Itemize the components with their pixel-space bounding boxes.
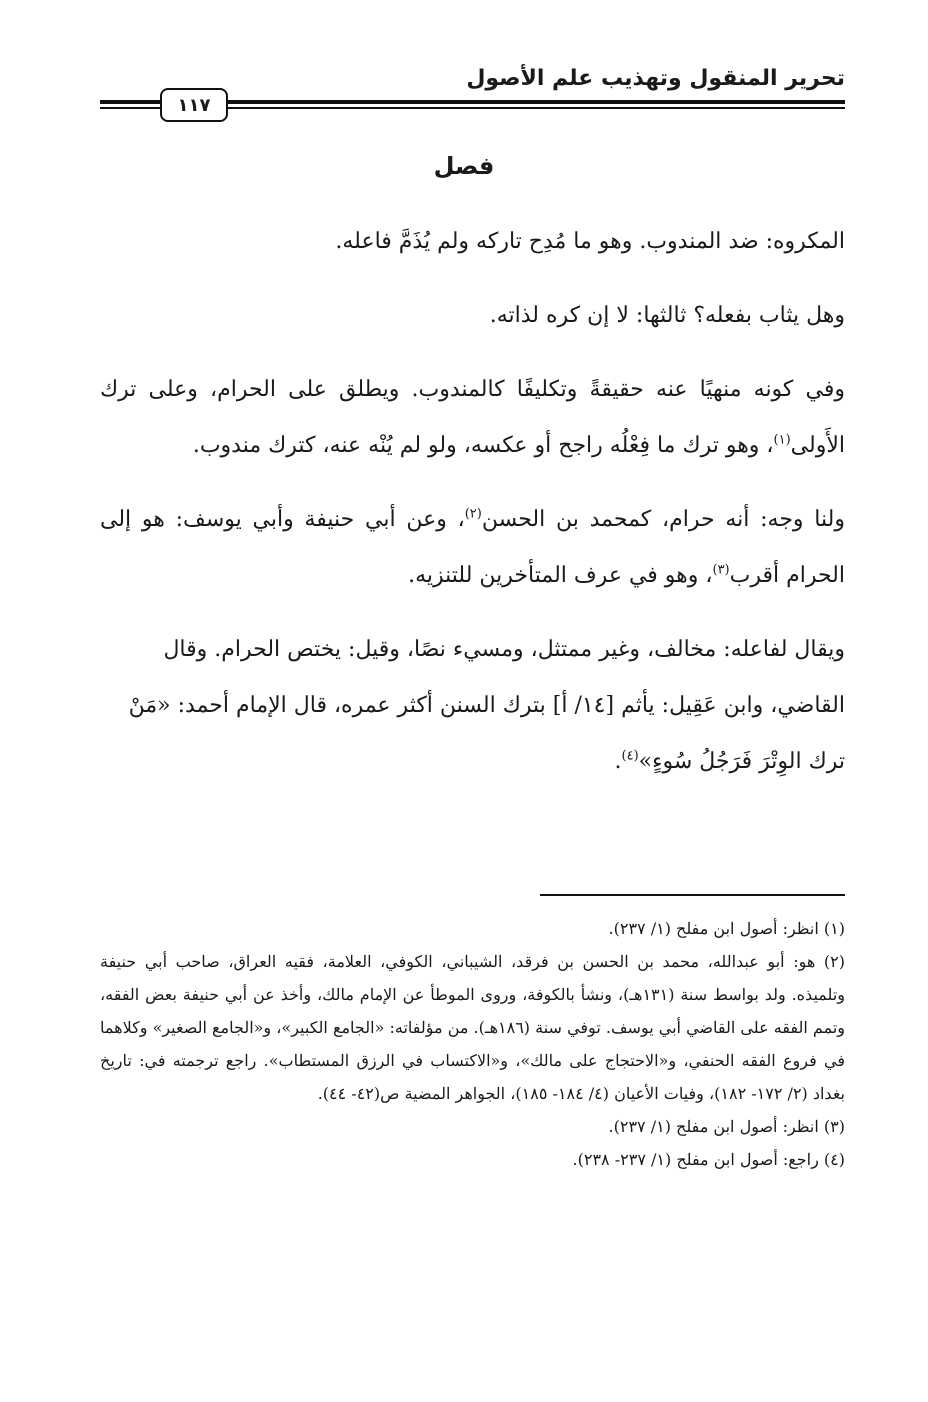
footnote-1: (١) انظر: أصول ابن مفلح (١/ ٢٣٧).	[608, 919, 845, 938]
footnote-separator	[540, 894, 845, 896]
paragraph-2-text: وهل يثاب بفعله؟ ثالثها: لا إن كره لذاته.	[489, 303, 845, 328]
footnote-3: (٣) انظر: أصول ابن مفلح (١/ ٢٣٧).	[608, 1117, 845, 1136]
footnote-ref-1[interactable]: (١)	[773, 432, 791, 448]
paragraph-5-text-b: .	[614, 749, 622, 774]
paragraph-3-text-a: وفي كونه منهيًا عنه حقيقةً وتكليفًا كالمندوب. ويطلق على الحرام، وعلى ترك الأَولى	[100, 377, 845, 458]
footnote-2: (٢) هو: أبو عبدالله، محمد بن الحسن بن فرقد، الشيباني، الكوفي، العلامة، فقيه العراق، صاحب أبي حنيفة وتلميذه. ولد بواسط سنة (١٣١هـ)، ونشأ بالكوفة، وروى الموطأ عن الإمام مالك، وأخذ عن أبي حنيفة بعض الفقه، وتمم الفقه على القاضي أبي يوسف. توفي سنة (١٨٦هـ). من مؤلفاته: «الجامع الكبير»، و«الجامع الصغير» وكلاهما في فروع الفقه الحنفي، و«الاحتجاج على مالك»، و«الاكتساب في الرزق المستطاب». راجع ترجمته في: تاريخ بغداد (٢/ ١٧٢- ١٨٢)، وفيات الأعيان (٤/ ١٨٤- ١٨٥)، الجواهر المضية ص(٤٢- ٤٤).	[100, 952, 845, 1103]
footnote-ref-2[interactable]: (٢)	[464, 506, 482, 522]
paragraph-3	[100, 362, 845, 474]
paragraph-4-text-a: ولنا وجه: أنه حرام، كمحمد بن الحسن	[481, 507, 845, 532]
paragraph-5-text-a: ويقال لفاعله: مخالف، وغير ممتثل، ومسيء نصًا، وقيل: يختص الحرام. وقال القاضي، وابن عَقِيل: يأثم [١٤/ أ] بترك السنن أكثر عمره، قال الإمام أحمد: «مَنْ ترك الوِتْرَ فَرَجُلُ سُوءٍ»	[128, 637, 845, 774]
section-title: فصل	[433, 152, 495, 180]
paragraph-4-text-c: ، وهو في عرف المتأخرين للتنزيه.	[408, 563, 713, 588]
page-number: ١١٧	[160, 88, 228, 122]
running-title: تحرير المنقول وتهذيب علم الأصول	[466, 66, 845, 91]
footnotes	[100, 912, 845, 1176]
paragraph-3-text-b: ، وهو ترك ما فِعْلُه راجح أو عكسه، ولو لم يُنْه عنه، كترك مندوب.	[192, 433, 774, 458]
footnote-4: (٤) راجع: أصول ابن مفلح (١/ ٢٣٧- ٢٣٨).	[572, 1150, 845, 1169]
paragraph-4-text-b: ، وعن أبي حنيفة وأبي يوسف: هو إلى الحرام أقرب	[100, 507, 845, 588]
page-header	[100, 52, 845, 124]
paragraph-1	[100, 214, 845, 270]
paragraph-1-text: المكروه: ضد المندوب. وهو ما مُدِح تاركه ولم يُذَمَّ فاعله.	[335, 229, 845, 254]
footnote-ref-3[interactable]: (٣)	[712, 562, 730, 578]
footnote-ref-4[interactable]: (٤)	[621, 748, 639, 764]
body-text	[100, 214, 845, 808]
paragraph-4	[100, 492, 845, 604]
paragraph-5	[100, 622, 845, 790]
paragraph-2	[100, 288, 845, 344]
